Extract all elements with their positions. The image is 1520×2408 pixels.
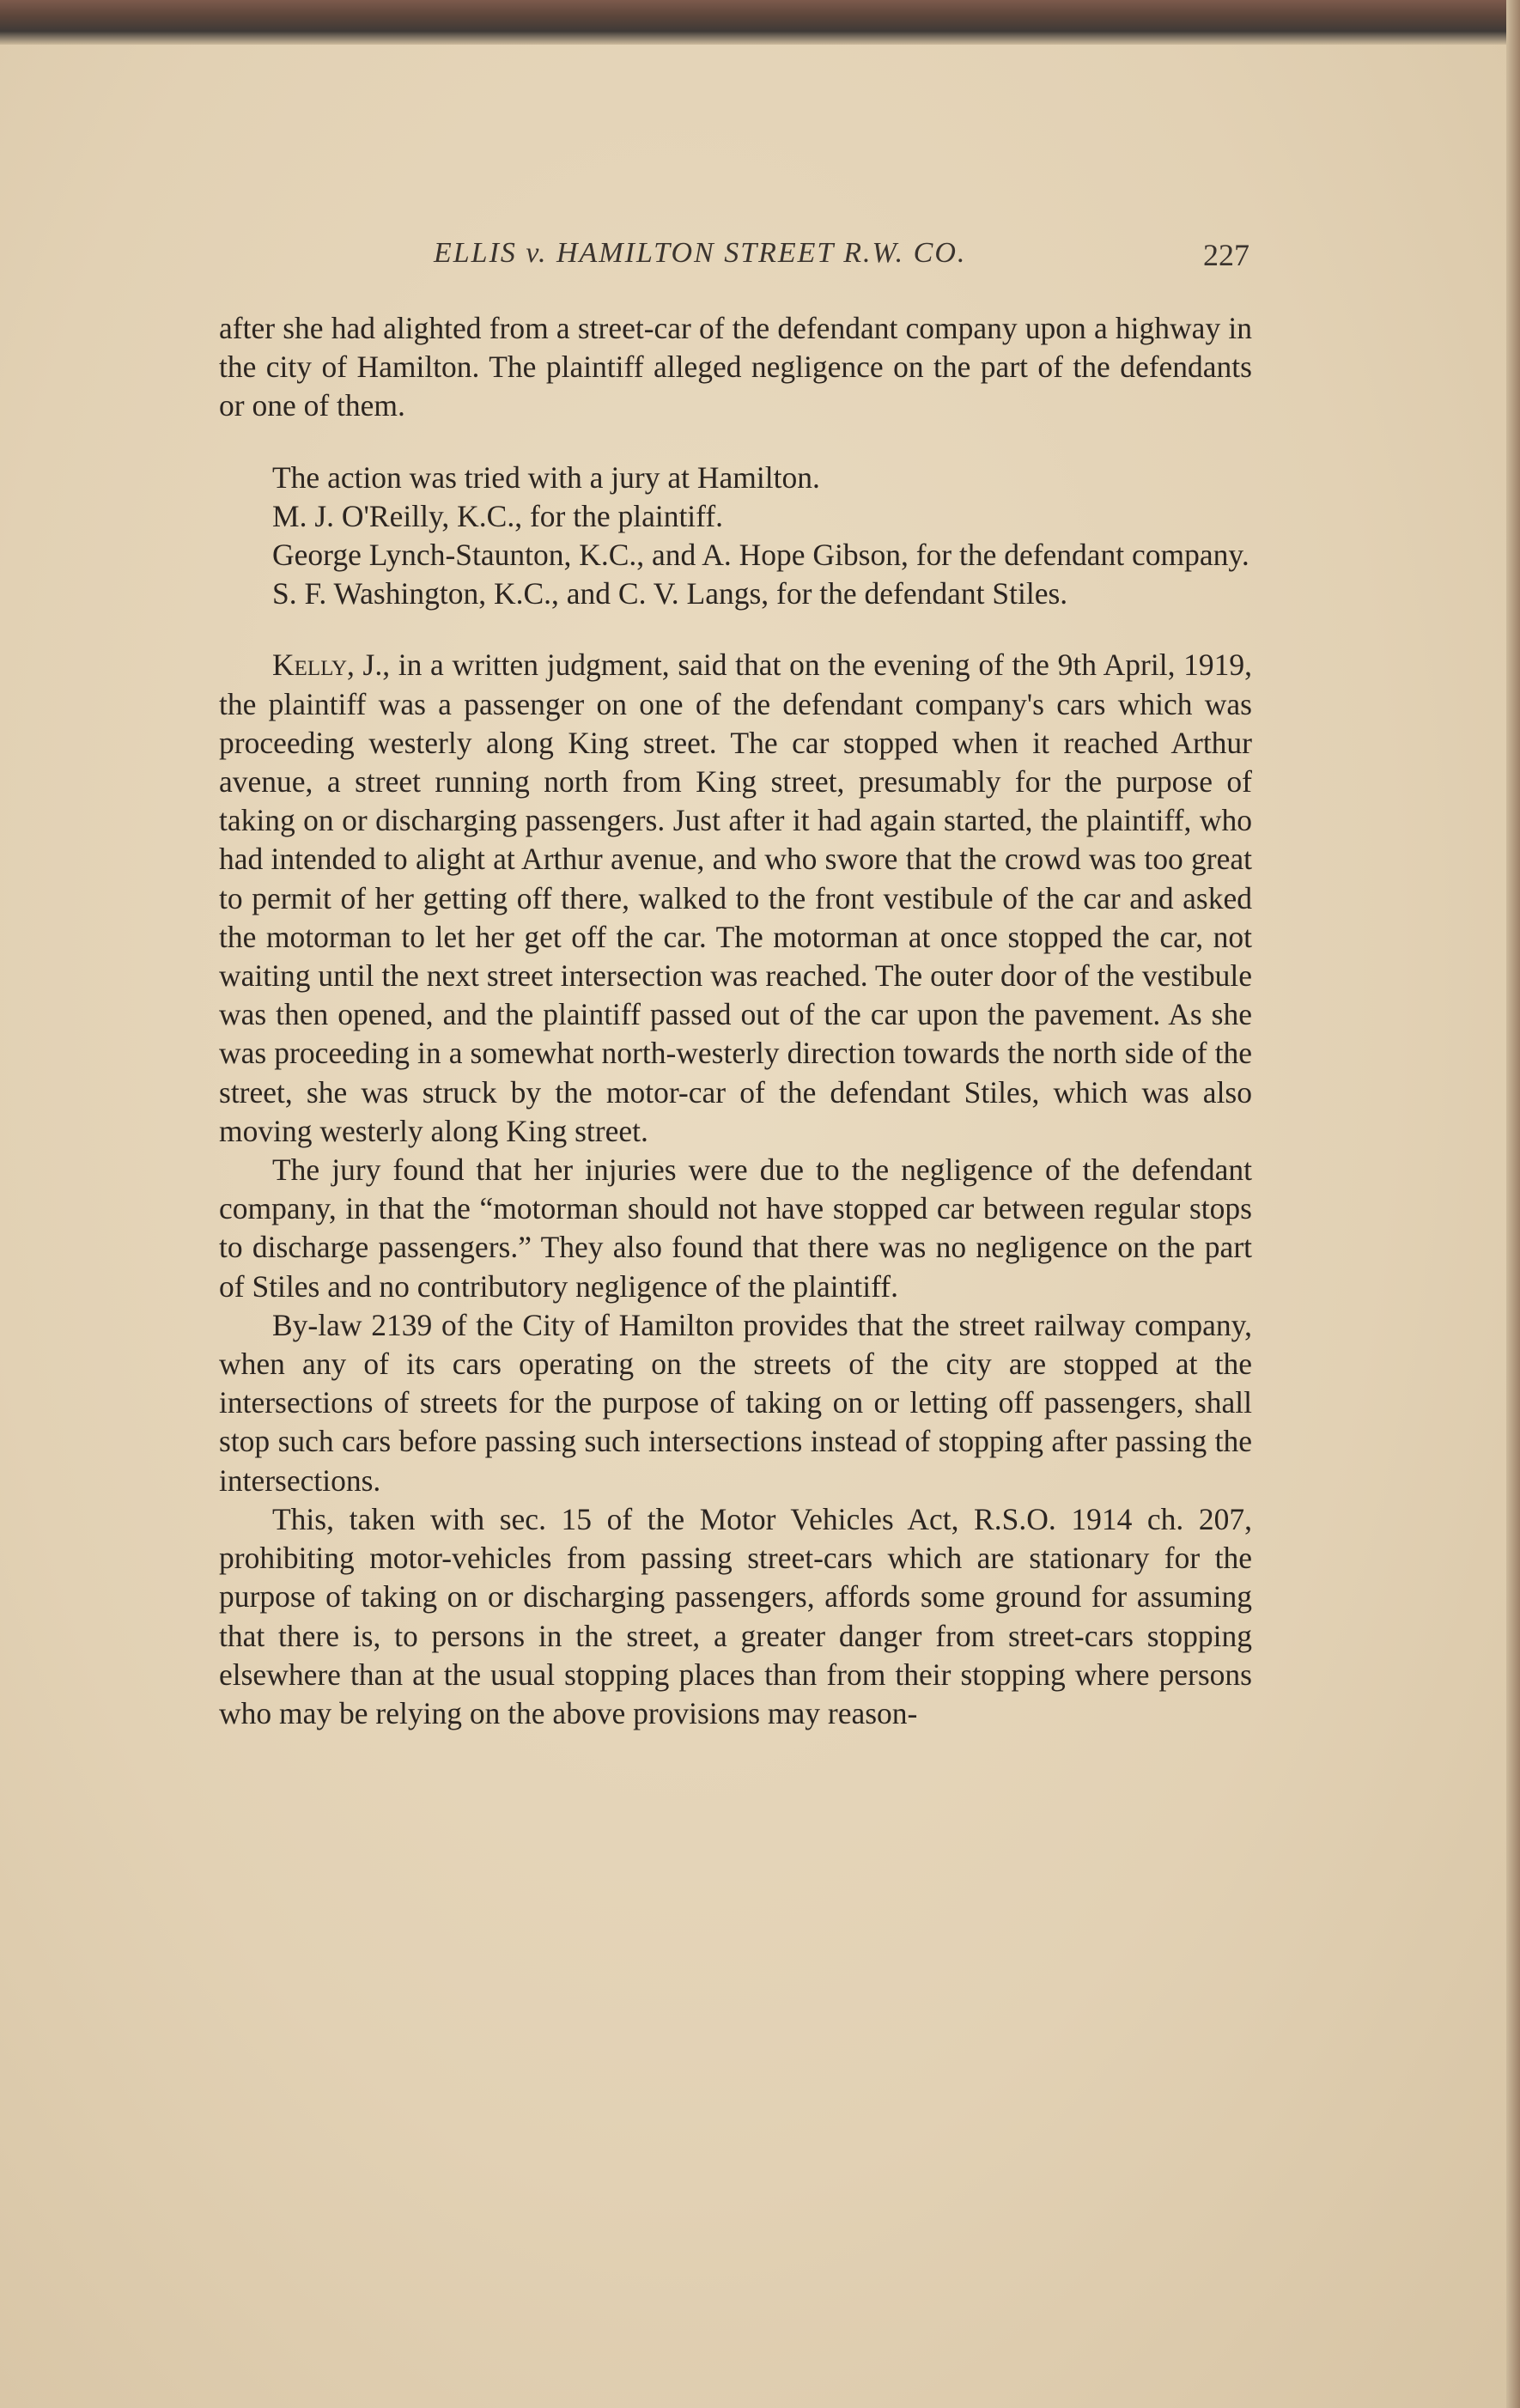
paragraph-counsel-plaintiff: M. J. O'Reilly, K.C., for the plaintiff.: [272, 498, 724, 533]
paragraph-motor-vehicles-act: This, taken with sec. 15 of the Motor Vehicles Act, R.S.O. 1914 ch. 207, prohibiting motor-vehicles from passing street-cars which are stationary for the purpose of taking on or discharging passengers, affords some ground for assuming that there is, to persons in the street, a greater danger from street-cars stopping elsewhere than at the usual stopping places than from their stopping where persons who may be relying on the above provisions may reason-: [219, 1501, 1252, 1730]
page-header: [219, 237, 1249, 280]
book-top-edge: [0, 0, 1520, 45]
paragraph-bylaw: By-law 2139 of the City of Hamilton provides that the street railway company, when any of its cars operating on the streets of the city are stopped at the intersections of streets for the purpose of taking on or letting off passengers, shall stop such cars before passing such intersections instead of stopping after passing the intersections.: [219, 1307, 1252, 1498]
paragraph-jury-finding: The jury found that her injuries were due to the negligence of the defendant company, in that the “motorman should not have stopped car between regular stops to discharge passengers.” They also found that there was no negligence on the part of Stiles and no contributory negligence of the plaintiff.: [219, 1152, 1252, 1304]
running-head: ELLIS v. HAMILTON STREET R.W. CO.: [434, 237, 967, 269]
paragraph-judgment: [219, 646, 1252, 1151]
paragraph-counsel-company: George Lynch-Staunton, K.C., and A. Hope Gibson, for the defendant company.: [272, 538, 1249, 573]
paragraph-continuation: after she had alighted from a street-car of the defendant company upon a highway in the city of Hamilton. The plaintiff alleged negligence on the part of the defendants or one of them.: [219, 311, 1252, 423]
paragraph-counsel-stiles: S. F. Washington, K.C., and C. V. Langs, for the defendant Stiles.: [272, 576, 1068, 611]
paragraph-trial-note: The action was tried with a jury at Hamilton.: [272, 459, 820, 495]
page-number: 227: [1203, 238, 1249, 272]
page-body: [219, 309, 1252, 1733]
judgment-text: , J., in a written judgment, said that on the evening of the 9th April, 1919, the plaintiff was a passenger on one of the defendant company's cars which was proceeding westerly along King street. The car stopped when it reached Arthur avenue, a street running north from King street, presumably for the purpose of taking on or discharging passengers. Just after it had again started, the plaintiff, who had intended to alight at Arthur avenue, and who swore that the crowd was too great to permit of her getting off there, walked to the front vestibule of the car and asked the motorman to let her get off the car. The motorman at once stopped the car, not waiting until the next street intersection was reached. The outer door of the vestibule was then opened, and the plaintiff passed out of the car upon the pavement. As she was proceeding in a somewhat north-westerly direction towards the north side of the street, she was struck by the motor-car of the defendant Stiles, which was also moving westerly along King street.: [219, 648, 1252, 1148]
judge-name: Kelly: [272, 648, 348, 683]
book-right-edge: [1506, 0, 1520, 2408]
